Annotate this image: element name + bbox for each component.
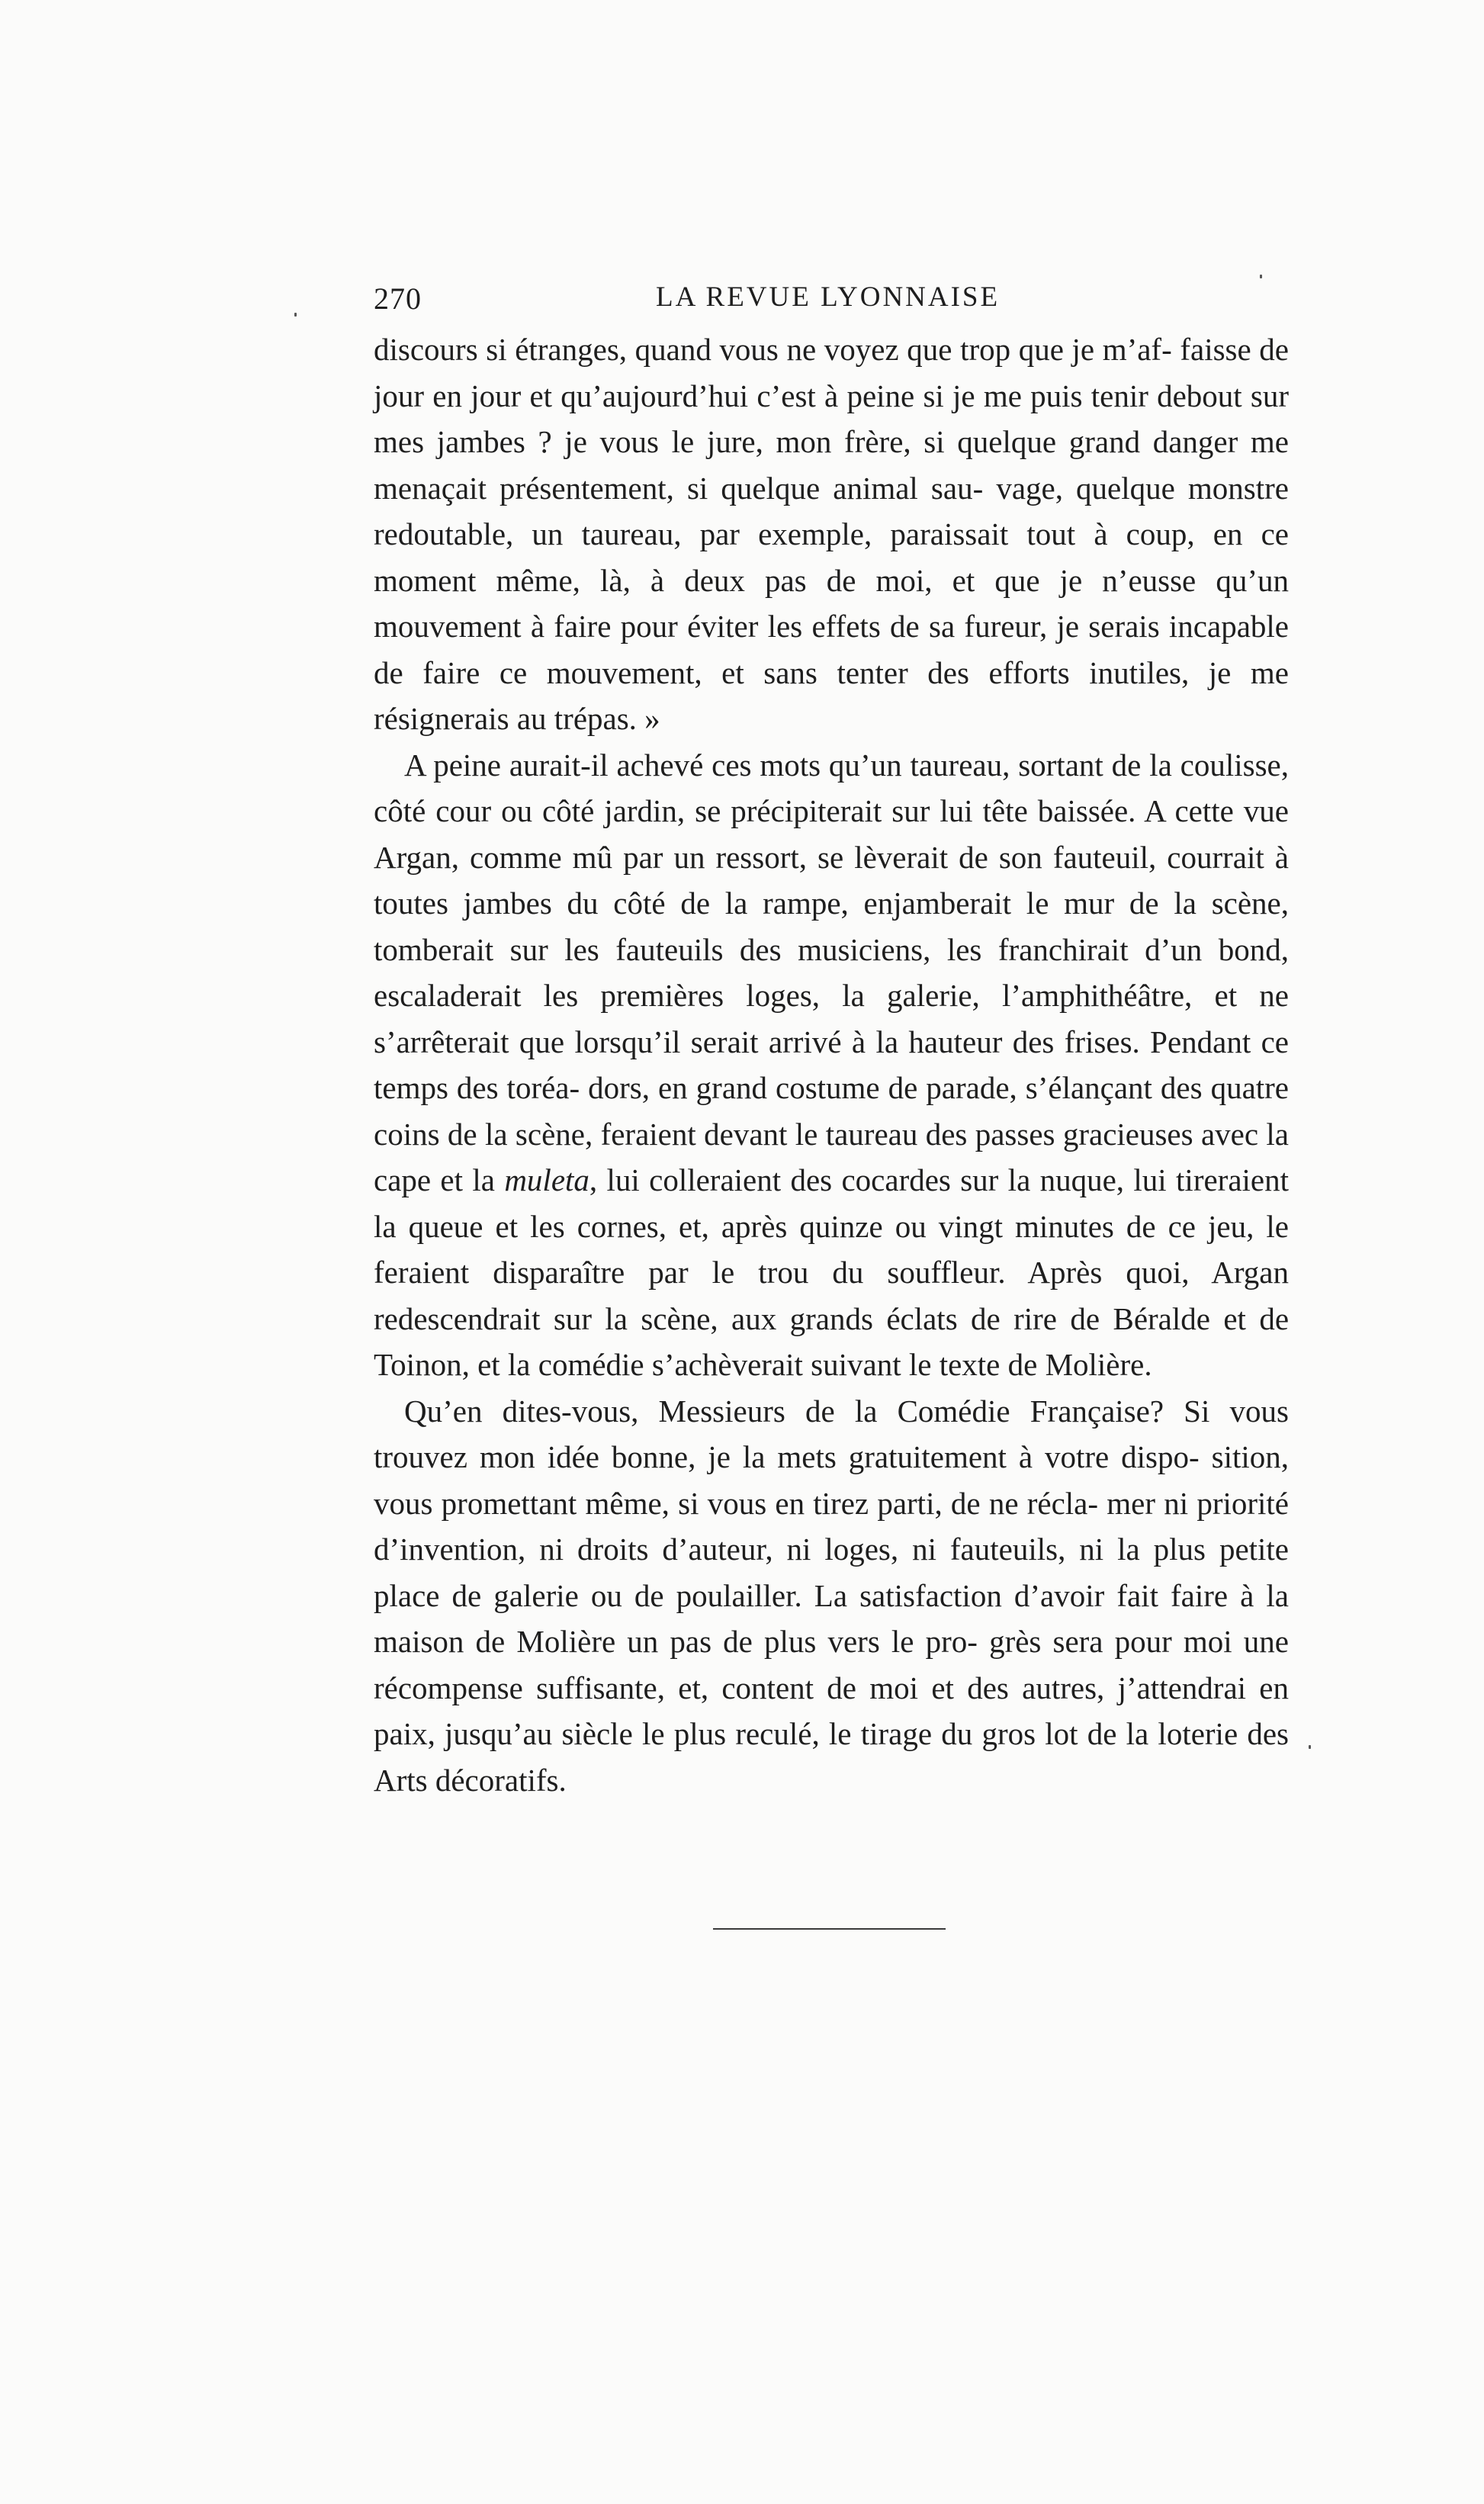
text-line: tenir debout sur mes jambes ? je vous le jure, mon frère, si quelque (374, 378, 1290, 459)
text-line: grand danger me menaçait présentement, si quelque animal sau- (374, 424, 1289, 506)
print-speck (1309, 1745, 1311, 1749)
text-line: de ce jeu, le feraient disparaître par le trou du souffleur. Après (374, 1208, 1289, 1290)
text-line: tireraient la queue et les cornes, et, après quinze ou vingt minutes (374, 1162, 1289, 1244)
text-line: baissée. A cette vue Argan, comme mû par un ressort, se lèverait (374, 793, 1289, 875)
section-end-rule (713, 1928, 946, 1930)
text-line: tenter des efforts inutiles, je me résignerais au trépas. » (374, 654, 1290, 736)
text-line: tirage du gros lot de la loterie des Arts décoratifs. (374, 1716, 1290, 1798)
text-line: de sa fureur, je serais incapable de faire ce mouvement, et sans (374, 609, 1289, 690)
text-line: de son fauteuil, courrait à toutes jambes du côté de la rampe, (374, 839, 1290, 921)
body-text (374, 326, 1289, 1803)
text-line: enjamberait le mur de la scène, tomberait sur les fauteuils des (374, 886, 1289, 967)
text-line: vage, quelque monstre redoutable, un taureau, par exemple, (374, 470, 1290, 551)
text-line: coulisse, côté cour ou côté jardin, se précipiterait sur lui tête (374, 747, 1289, 828)
text-line: dors, en grand costume de parade, s’élançant des quatre coins de (374, 1070, 1290, 1152)
text-line: des autres, j’attendrai en paix, jusqu’au siècle le plus reculé, le (374, 1670, 1290, 1751)
paragraph-2 (374, 742, 1289, 1388)
text-line: texte de Molière. (939, 1347, 1152, 1382)
paragraph-3 (374, 1388, 1289, 1804)
print-speck (294, 313, 297, 317)
text-line: sition, vous promettant même, si vous en tirez parti, de ne récla- (374, 1439, 1289, 1521)
page-number: 270 (374, 281, 422, 316)
text-line: discours si étranges, quand vous ne voyez que trop que je m’af- (374, 332, 1172, 367)
text-line: cape et la (374, 1162, 505, 1197)
text-line: A peine aurait-il achevé ces mots qu’un taureau, sortant de la (404, 747, 1172, 783)
text-line: trouvez mon idée bonne, je la mets gratuitement à votre dispo- (374, 1439, 1200, 1474)
text-line: et que je n’eusse qu’un mouvement à faire pour éviter les effets (374, 562, 1289, 644)
text-line: mer ni priorité d’invention, ni droits d’auteur, ni loges, ni fauteuils, (374, 1485, 1290, 1567)
print-speck (1260, 275, 1262, 278)
text-line: loges, la galerie, l’amphithéâtre, et ne s’arrêterait que lorsqu’il (374, 978, 1289, 1059)
journal-title: LA REVUE LYONNAISE (656, 281, 1001, 313)
text-line: de Béralde et de Toinon, et la comédie s’achèverait suivant le (374, 1300, 1290, 1382)
paragraph-1 (374, 326, 1289, 742)
text-line: serait arrivé à la hauteur des frises. Pendant ce temps des toréa- (374, 1024, 1290, 1105)
text-line: faisse de jour en jour et qu’aujourd’hui c’est à peine si je me puis (374, 332, 1290, 413)
text-line: la scène, feraient devant le taureau des passes gracieuses avec la (484, 1116, 1289, 1152)
italic-term-muleta: muleta (504, 1162, 589, 1197)
text-line: musiciens, les franchirait d’un bond, escaladerait les premières (374, 931, 1289, 1013)
text-line: d’avoir fait faire à la maison de Molière un pas de plus vers le pro- (374, 1577, 1289, 1659)
text-line: ni la plus petite place de galerie ou de poulailler. La satisfaction (374, 1532, 1290, 1613)
text-line: grès sera pour moi une récompense suffisante, et, content de moi et (374, 1624, 1289, 1705)
text-line: paraissait tout à coup, en ce moment même, là, à deux pas de moi, (374, 516, 1290, 598)
text-line: Qu’en dites-vous, Messieurs de la Comédie Française? Si vous (404, 1393, 1289, 1429)
running-head (374, 281, 1289, 319)
text-line: quoi, Argan redescendrait sur la scène, aux grands éclats de rire (374, 1255, 1289, 1336)
text-line: , lui colleraient des cocardes sur la nuque, lui (589, 1162, 1167, 1197)
